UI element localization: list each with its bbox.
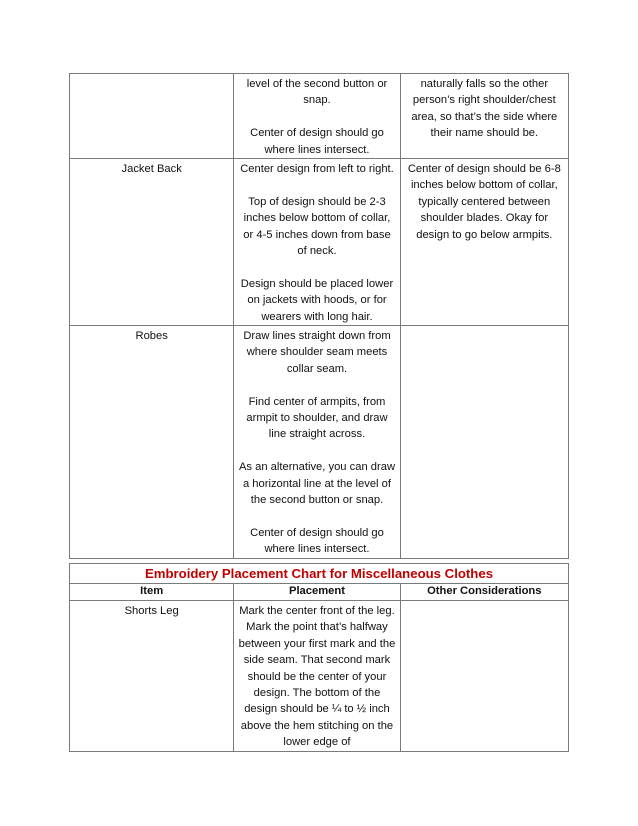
table-row xyxy=(70,74,569,159)
placement-cell xyxy=(234,74,400,159)
placement-text: level of the second button or snap. xyxy=(246,78,388,107)
item-cell: Robes xyxy=(70,326,234,559)
placement-cell xyxy=(234,159,400,326)
item-cell: Jacket Back xyxy=(70,159,234,326)
other-cell xyxy=(400,326,568,559)
other-cell xyxy=(400,74,568,159)
table-row xyxy=(70,159,569,326)
table-row xyxy=(70,601,569,752)
placement-text: Draw lines straight down from where shoulder seam meets collar seam. xyxy=(243,330,391,375)
placement-text: Top of design should be 2-3 inches below bottom of collar, or 4-5 inches down from base of neck. xyxy=(243,195,391,258)
placement-text: Mark the center front of the leg. Mark the point that’s halfway between your first mark and the side seam. That second mark should be the center of your design. The bottom of the design should be ¼ to ½ inch above the hem stitching on the lower edge of xyxy=(238,605,396,749)
item-cell: Shorts Leg xyxy=(70,601,234,752)
placement-text: Design should be placed lower on jackets with hoods, or for wearers with long hair. xyxy=(240,277,394,323)
misc-clothes-table xyxy=(69,563,569,752)
header-row xyxy=(70,584,569,601)
other-text: Center of design should be 6-8 inches below bottom of collar, typically centered between shoulder blades. Okay for design to go below armpits. xyxy=(407,163,561,241)
other-text: naturally falls so the other person’s right shoulder/chest area, so that’s the side where their name should be. xyxy=(411,78,558,140)
placement-text: Center of design should go where lines intersect. xyxy=(250,127,384,156)
column-header-other: Other Considerations xyxy=(400,584,568,601)
placement-cell xyxy=(234,326,400,559)
placement-text: Find center of armpits, from armpit to shoulder, and draw line straight across. xyxy=(246,395,388,441)
placement-cell xyxy=(234,601,400,752)
other-cell xyxy=(400,601,568,752)
column-header-item: Item xyxy=(70,584,234,601)
placement-text: Center design from left to right. xyxy=(240,163,394,176)
placement-text: Center of design should go where lines intersect. xyxy=(250,526,384,556)
item-cell xyxy=(70,74,234,159)
column-header-placement: Placement xyxy=(234,584,400,601)
placement-text: As an alternative, you can draw a horizontal line at the level of the second button or snap. xyxy=(238,461,396,507)
table-row xyxy=(70,326,569,559)
other-cell xyxy=(400,159,568,326)
table-title: Embroidery Placement Chart for Miscellaneous Clothes xyxy=(70,564,569,584)
placement-table-continued xyxy=(69,73,569,559)
